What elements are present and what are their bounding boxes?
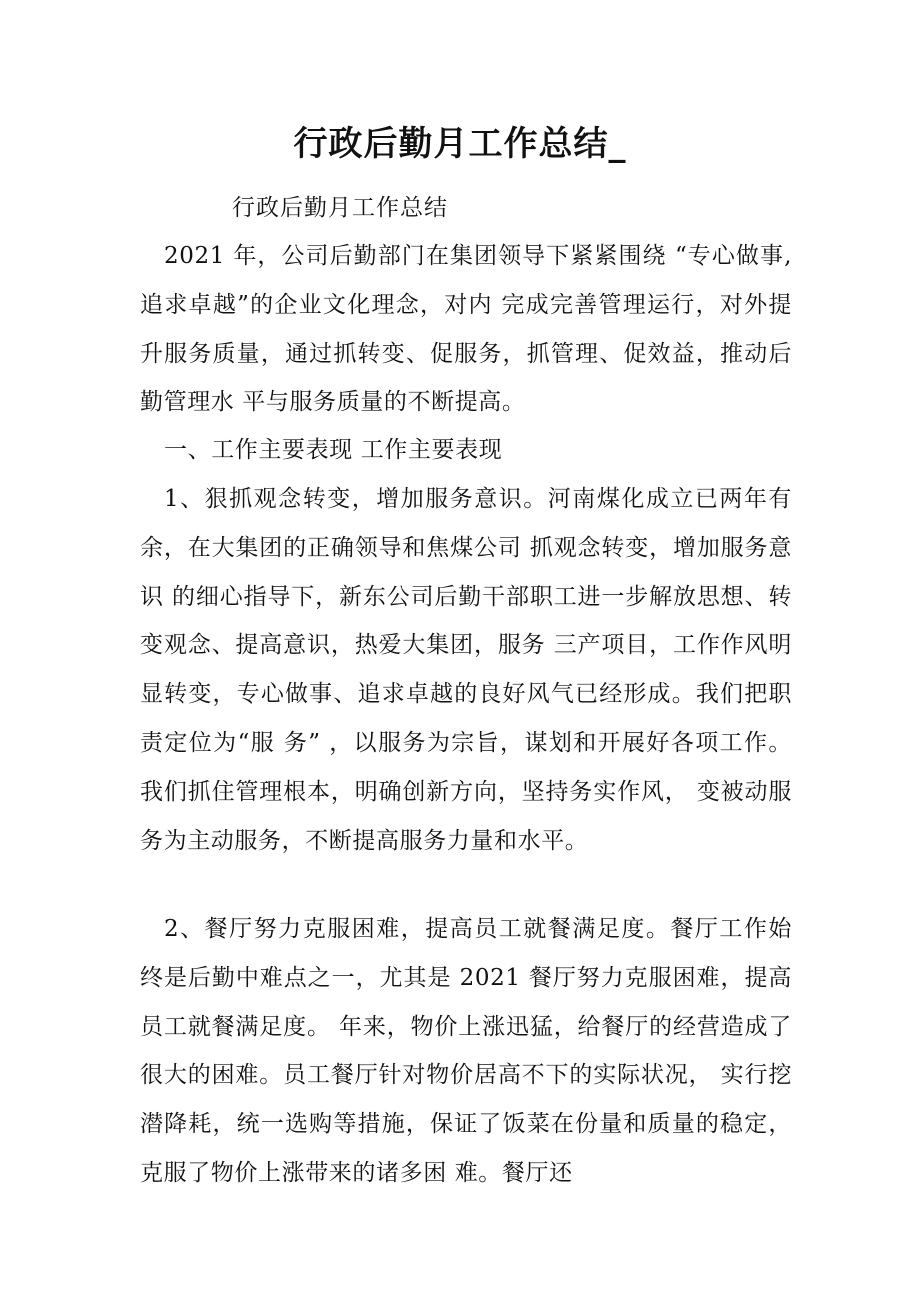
paragraph-service-awareness: 1、狠抓观念转变，增加服务意识。河南煤化成立已两年有余，在大集团的正确领导和焦煤公司 抓观念转变，增加服务意识 的细心指导下，新东公司后勤干部职工进一步解放思想、转变观念、提高意识，热爱大集团，服务 三产项目，工作作风明显转变，专心做事、追求卓越的良好风气已经形成。我们把职责定位为“服 务” ，以服务为宗旨，谋划和开展好各项工作。我们抓住管理根本，明确创新方向，坚持务实作风， 变被动服务为主动服务，不断提高服务力量和水平。 [140, 486, 792, 854]
section-heading-work-performance: 一、工作主要表现 工作主要表现 [164, 437, 503, 463]
paragraph-intro: 2021 年，公司后勤部门在集团领导下紧紧围绕 “专心做事,追求卓越”的企业文化理念，对内 完成完善管理运行，对外提升服务质量，通过抓转变、促服务，抓管理、促效益，推动后勤管理水 平与服务质量的不断提高。 [140, 243, 792, 416]
document-subtitle: 行政后勤月工作总结 [232, 195, 448, 221]
document-title: 行政后勤月工作总结_ [293, 124, 627, 164]
paragraph-canteen: 2、餐厅努力克服困难，提高员工就餐满足度。餐厅工作始终是后勤中难点之一，尤其是 2021 餐厅努力克服困难，提高员工就餐满足度。 年来，物价上涨迅猛，给餐厅的经营造成了很大的困难。员工餐厅针对物价居高不下的实际状况， 实行挖潜降耗，统一选购等措施，保证了饭菜在份量和质量的稳定，克服了物价上涨带来的诸多困 难。餐厅还 [140, 916, 792, 1186]
